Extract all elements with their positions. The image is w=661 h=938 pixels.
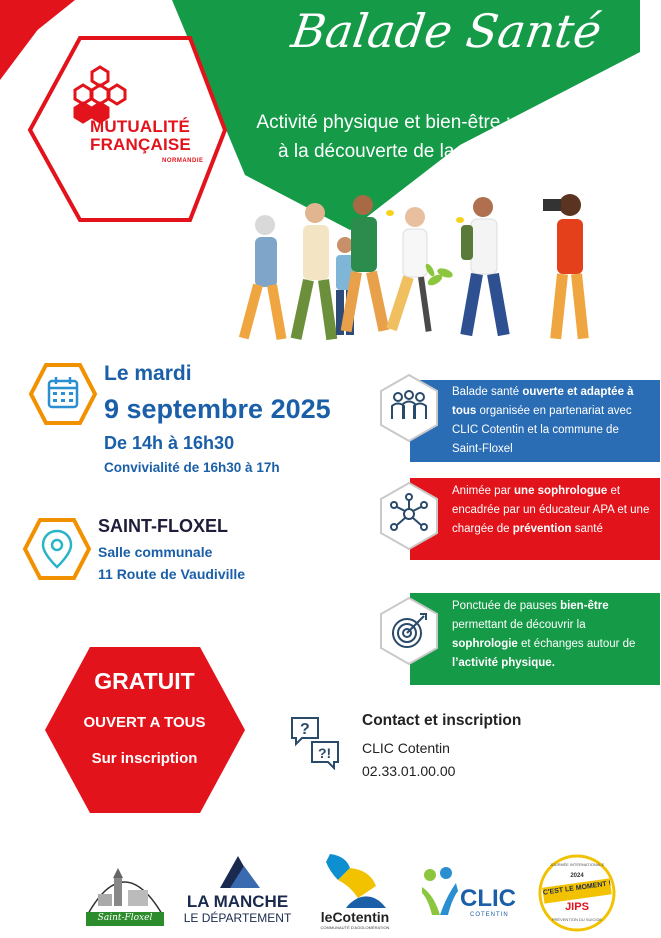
calendar-icon — [28, 362, 98, 426]
panel-text-part: prévention — [512, 523, 572, 535]
location-town: SAINT-FLOXEL — [98, 516, 228, 536]
target-icon — [378, 596, 440, 666]
le-cotentin-name: leCotentin — [320, 909, 390, 925]
la-manche-line1: LA MANCHE — [186, 892, 289, 911]
le-cotentin-logo — [316, 852, 394, 932]
jips-top: JOURNÉE INTERNATIONALE — [549, 862, 605, 867]
panel-text-part: permettant de découvrir la — [452, 619, 586, 631]
panel-text-part: ouverte et adaptée à tous — [452, 386, 634, 417]
location-venue: Salle communale — [98, 544, 213, 560]
logo-region: NORMANDIE — [162, 158, 204, 164]
panel-text-part: organisée en partenariat avec CLIC Cotentin et la commune de Saint-Floxel — [452, 405, 632, 455]
panel-text-part: et échanges autour de — [517, 638, 636, 650]
le-cotentin-sub: COMMUNAUTÉ D'AGGLOMÉRATION — [320, 925, 390, 930]
logo-line1: MUTUALITÉ — [90, 117, 191, 136]
walker-elderly-man — [291, 203, 338, 340]
panel-text-part: Balade santé — [452, 386, 523, 398]
la-manche-line2: LE DÉPARTEMENT — [183, 911, 292, 925]
event-day: Le mardi — [104, 362, 192, 385]
free-title: GRATUIT — [94, 668, 195, 694]
panel-partnership — [410, 380, 660, 462]
panel-text-part: santé — [571, 523, 603, 535]
free-open: OUVERT A TOUS — [83, 714, 206, 731]
walker-woman-prosthetic — [386, 207, 431, 332]
subtitle-line1: Activité physique et bien-être : marche — [256, 112, 580, 133]
event-date: 9 septembre 2025 — [104, 394, 331, 424]
location-address: 11 Route de Vaudiville — [98, 566, 246, 582]
panel-text-part: sophrologie — [452, 638, 518, 650]
event-time: De 14h à 16h30 — [104, 433, 235, 453]
subtitle-line2: à la découverte de la sophrologie — [278, 141, 558, 162]
leaves-decoration — [424, 262, 454, 287]
panel-animation — [410, 478, 660, 560]
jips-bottom: PRÉVENTION DU SUICIDE — [551, 917, 603, 922]
panel-wellbeing — [410, 593, 660, 685]
panel-wellbeing-text — [452, 600, 635, 669]
network-icon — [378, 481, 440, 551]
panel-animation-text — [452, 485, 649, 535]
panel-text-part: Ponctuée de pauses — [452, 600, 561, 612]
svg-text:?: ? — [300, 721, 310, 738]
group-icon — [378, 373, 440, 443]
walker-elderly-woman — [239, 215, 287, 340]
logo-line2: FRANÇAISE — [90, 135, 191, 154]
panel-text-part: bien-être — [560, 600, 609, 612]
free-registration: Sur inscription — [91, 750, 198, 767]
jips-brand: JIPS — [565, 901, 589, 913]
saint-floxel-name: Saint-Floxel — [97, 913, 153, 923]
butterfly-icon — [386, 210, 464, 223]
jips-main: C'EST LE MOMENT ! — [542, 880, 612, 897]
walking-people-illustration — [235, 185, 630, 365]
contact-org: CLIC Cotentin — [362, 740, 450, 756]
saint-floxel-logo — [84, 860, 166, 928]
question-bubble-icon — [286, 712, 344, 770]
panel-text-part: une sophrologue — [514, 485, 608, 497]
la-manche-logo — [180, 852, 295, 928]
contact-title: Contact et inscription — [362, 712, 522, 729]
panel-text-part: Animée par — [452, 485, 515, 497]
jips-year: 2024 — [570, 873, 584, 879]
panel-partnership-text — [452, 386, 634, 455]
clic-sub: COTENTIN — [470, 912, 509, 918]
walker-man-backpack — [460, 197, 509, 336]
clic-cotentin-logo — [420, 865, 515, 925]
jips-logo — [537, 853, 617, 933]
page-title: Balade Santé — [288, 4, 605, 58]
page-subtitle — [228, 108, 608, 166]
event-convivial: Convivialité de 16h30 à 17h — [104, 460, 280, 475]
location-pin-icon — [22, 517, 92, 581]
photographer — [543, 194, 589, 339]
svg-text:?!: ?! — [318, 745, 332, 761]
panel-text-part: l’activité physique. — [452, 657, 555, 669]
clic-name: CLIC — [460, 885, 516, 912]
contact-phone: 02.33.01.00.00 — [362, 763, 456, 779]
panel-text-part: et encadrée par un éducateur APA et une chargée de — [452, 485, 650, 535]
